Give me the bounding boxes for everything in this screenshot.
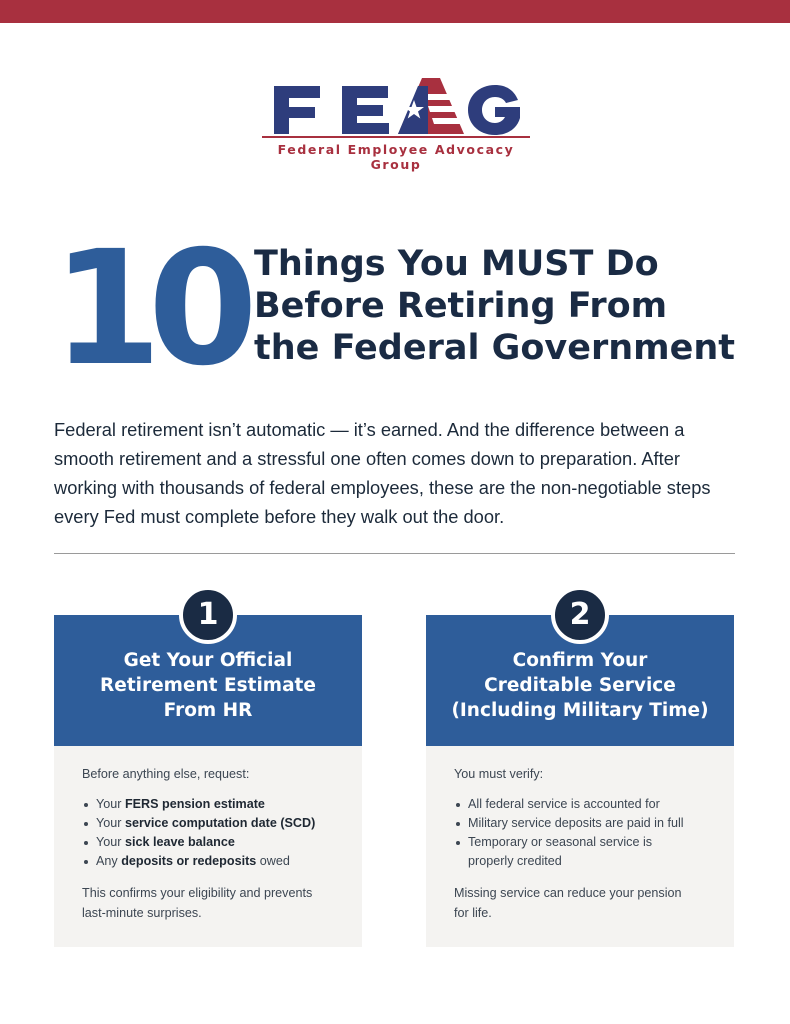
card-title-line: Get Your Official: [123, 650, 293, 671]
card-title-line: Retirement Estimate: [100, 675, 316, 696]
logo-tagline: Federal Employee Advocacy Group: [277, 142, 515, 172]
page-headline: [254, 243, 774, 369]
list-item: Military service deposits are paid in full: [454, 814, 726, 833]
card-lead: Before anything else, request:: [82, 767, 250, 781]
card-footer-text: This confirms your eligibility and prevents last-minute surprises.: [82, 886, 313, 920]
step-card-1: [54, 597, 362, 947]
card-title: [100, 648, 316, 723]
card-lead: You must verify:: [454, 767, 544, 781]
intro-paragraph: Federal retirement isn’t automatic — it’s earned. And the difference between a smooth retirement and a stressful one often comes down to preparation. After working with thousands of federal employees, these are the non-negotiable steps every Fed must complete before they walk out the door.: [54, 419, 711, 527]
card-title-line: Confirm Your: [512, 650, 648, 671]
feag-logo: [262, 76, 530, 172]
list-item: Temporary or seasonal service is properly credited: [454, 833, 664, 871]
list-item: Any deposits or redeposits owed: [82, 852, 354, 871]
headline-line: Things You MUST Do: [254, 244, 659, 284]
step-number-badge: 2: [551, 586, 609, 644]
list-item: All federal service is accounted for: [454, 795, 726, 814]
card-body: [454, 765, 726, 923]
card-body: [82, 765, 354, 923]
hero-number: 10: [52, 217, 244, 401]
step-card-2: [426, 597, 734, 947]
list-item: Your service computation date (SCD): [82, 814, 354, 833]
card-title-line: From HR: [163, 700, 253, 721]
section-divider: [54, 553, 735, 554]
headline-line: Before Retiring From: [254, 286, 668, 326]
logo-mark: [262, 76, 530, 138]
step-number-badge: 1: [179, 586, 237, 644]
headline-line: the Federal Government: [254, 328, 736, 368]
list-item: Your sick leave balance: [82, 833, 354, 852]
card-title-line: (Including Military Time): [451, 700, 709, 721]
top-accent-bar: [0, 0, 790, 23]
card-title-line: Creditable Service: [484, 675, 676, 696]
card-footer-text: Missing service can reduce your pension for life.: [454, 886, 682, 920]
checklist: [82, 795, 354, 871]
checklist: [454, 795, 726, 871]
list-item: Your FERS pension estimate: [82, 795, 354, 814]
card-title: [451, 648, 708, 723]
